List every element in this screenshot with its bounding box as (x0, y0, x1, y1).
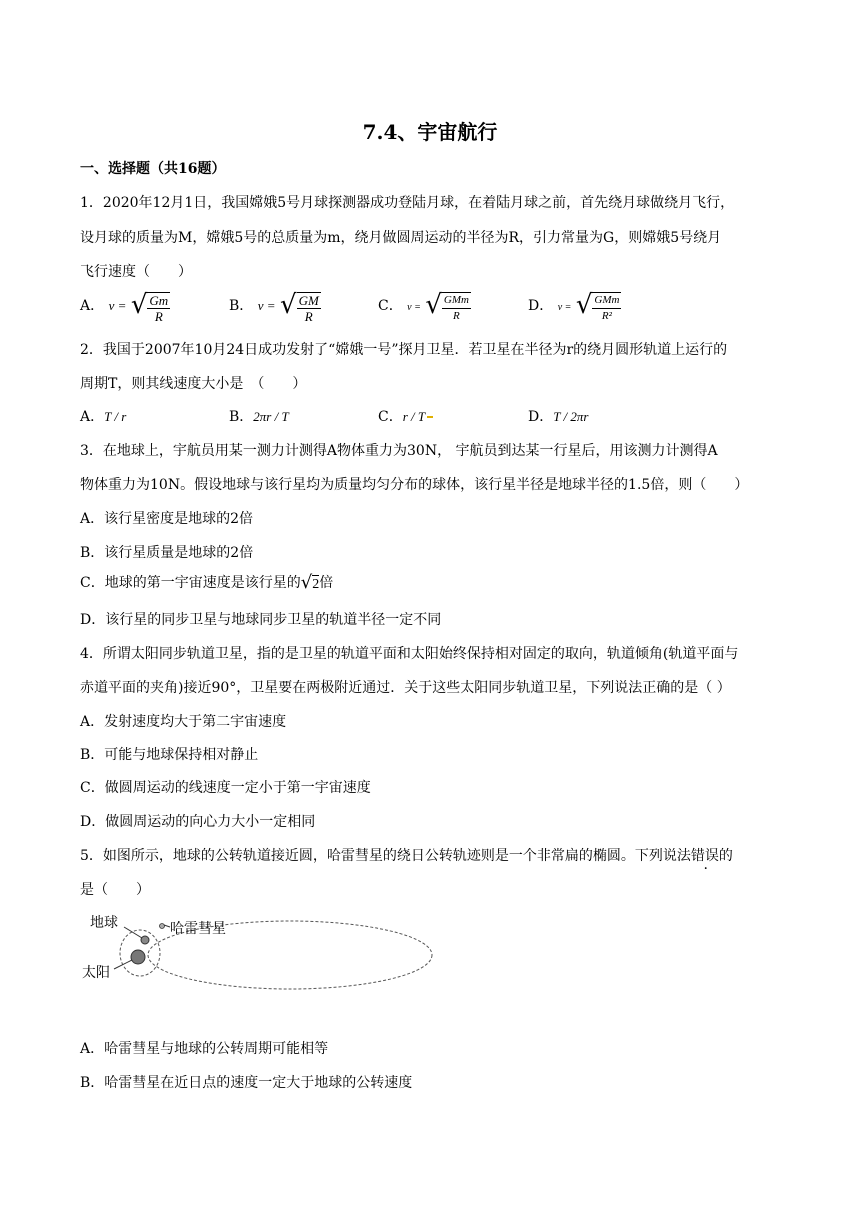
q1-line-1: 1．2020年12月1日，我国嫦娥5号月球探测器成功登陆月球，在着陆月球之前，首先绕月球做绕月飞行， (80, 195, 735, 211)
q2-option-d[interactable] (528, 406, 588, 426)
fraction-denominator: R (453, 310, 460, 322)
earth-label: 地球 (90, 915, 118, 931)
q3-line-1: 3．在地球上，宇航员用某一测力计测得A物体重力为30N， 宇航员到达某一行星后，用该测力计测得A (80, 443, 718, 459)
comet-label: 哈雷彗星 (170, 921, 226, 937)
sqrt-expression: √ $\frac{GM}{R}$ (280, 290, 319, 324)
q5-text: 5．如图所示，地球的公转轨道接近圆，哈雷彗星的绕日公转轨迹则是一个非常扁的椭圆。下列说法 (80, 848, 691, 864)
q1-line-3: 飞行速度（ ） (80, 264, 192, 280)
sun-leader-line (114, 960, 132, 969)
option-label: B． (229, 409, 254, 425)
sqrt-expression: √ $\frac{Gm}{R}$ (130, 290, 169, 324)
q3-option-c[interactable] (80, 572, 333, 594)
option-lhs: v = (407, 302, 421, 313)
q5-line-2: 是（ ） (80, 882, 150, 898)
option-lhs: v = (108, 298, 127, 313)
q4-option-b[interactable]: B．可能与地球保持相对静止 (80, 747, 259, 763)
page-title: 7.4、宇宙航行 (362, 120, 498, 144)
sqrt-expression: √ $\frac{\text{GMm}}{\text{R²}}$ (575, 290, 620, 322)
fraction-denominator: R² (601, 310, 612, 322)
comet-circle (160, 924, 165, 929)
q5-option-b[interactable]: B．哈雷彗星在近日点的速度一定大于地球的公转速度 (80, 1075, 413, 1091)
q4-option-d[interactable]: D．做圆周运动的向心力大小一定相同 (80, 814, 316, 830)
option-label: D． (528, 409, 554, 425)
fraction-denominator: R (304, 309, 313, 324)
option-lhs: v = (557, 302, 572, 313)
fraction-numerator: GMm (442, 293, 471, 309)
q1-option-b[interactable] (229, 288, 321, 324)
fraction-numerator: GMm (592, 293, 621, 309)
q4-option-a[interactable]: A．发射速度均大于第二宇宙速度 (80, 714, 287, 730)
highlight-mark (427, 416, 433, 418)
orbit-figure (80, 905, 440, 1005)
q4-line-2: 赤道平面的夹角)接近90°，卫星要在两极附近通过．关于这些太阳同步轨道卫星，下列说法正确的是（ ） (80, 680, 731, 696)
option-expression: 2πr / T (253, 409, 289, 424)
option-lhs: v = (257, 298, 276, 313)
q1-line-2: 设月球的质量为M，嫦娥5号的总质量为m，绕月做圆周运动的半径为R，引力常量为G，则嫦娥5号绕月 (80, 230, 722, 246)
fraction-denominator: R (154, 309, 163, 324)
option-label: C． (378, 298, 403, 314)
option-label: D． (528, 298, 554, 314)
sun-label: 太阳 (82, 965, 110, 981)
q2-option-b[interactable] (229, 406, 289, 426)
earth-circle (141, 936, 149, 944)
q2-line-1: 2．我国于2007年10月24日成功发射了“嫦娥一号”探月卫星．若卫星在半径为r的绕月圆形轨道上运行的 (80, 342, 728, 358)
option-label: A． (80, 298, 105, 314)
fraction-numerator: Gm (149, 293, 169, 308)
orbit-diagram (80, 905, 440, 1005)
q3-line-2: 物体重力为10N。假设地球与该行星均为质量均匀分布的球体，该行星半径是地球半径的1.5倍，则（ ） (80, 477, 749, 493)
q1-option-c[interactable] (378, 288, 471, 324)
option-expression: T / r (104, 409, 127, 424)
fraction-numerator: GM (298, 293, 319, 308)
q2-line-2: 周期T，则其线速度大小是 （ ） (80, 376, 307, 392)
sqrt-two: √ 2 (300, 572, 320, 593)
sun-circle (131, 950, 145, 964)
option-label: A． (80, 409, 105, 425)
q2-option-a[interactable] (80, 406, 126, 426)
q4-line-1: 4．所谓太阳同步轨道卫星，指的是卫星的轨道平面和太阳始终保持相对固定的取向，轨道倾角(轨道平面与 (80, 646, 739, 662)
q5-option-a[interactable]: A．哈雷彗星与地球的公转周期可能相等 (80, 1041, 329, 1057)
option-label: B． (229, 298, 254, 314)
q1-option-a[interactable] (80, 288, 170, 324)
q4-option-c[interactable]: C．做圆周运动的线速度一定小于第一宇宙速度 (80, 780, 371, 796)
q5-text-end: 的 (718, 848, 733, 864)
sqrt-value: 2 (312, 577, 320, 592)
q3-option-d[interactable]: D．该行星的同步卫星与地球同步卫星的轨道半径一定不同 (80, 612, 442, 628)
q2-option-c[interactable] (378, 406, 433, 426)
emphasis-word: 错误 (690, 848, 719, 864)
sqrt-expression: √ $\frac{\text{GMm}}{R}$ (425, 290, 469, 322)
section-heading: 一、选择题（共16题） (80, 161, 226, 177)
q5-line-1 (80, 845, 733, 865)
option-expression: T / 2πr (553, 409, 589, 424)
option-text: C．地球的第一宇宙速度是该行星的 (80, 575, 301, 591)
option-expression: r / T (402, 409, 426, 424)
q1-option-d[interactable] (528, 288, 621, 324)
option-suffix: 倍 (319, 575, 334, 591)
option-label: C． (378, 409, 403, 425)
q3-option-a[interactable]: A．该行星密度是地球的2倍 (80, 511, 254, 527)
q3-option-b[interactable]: B．该行星质量是地球的2倍 (80, 545, 254, 561)
